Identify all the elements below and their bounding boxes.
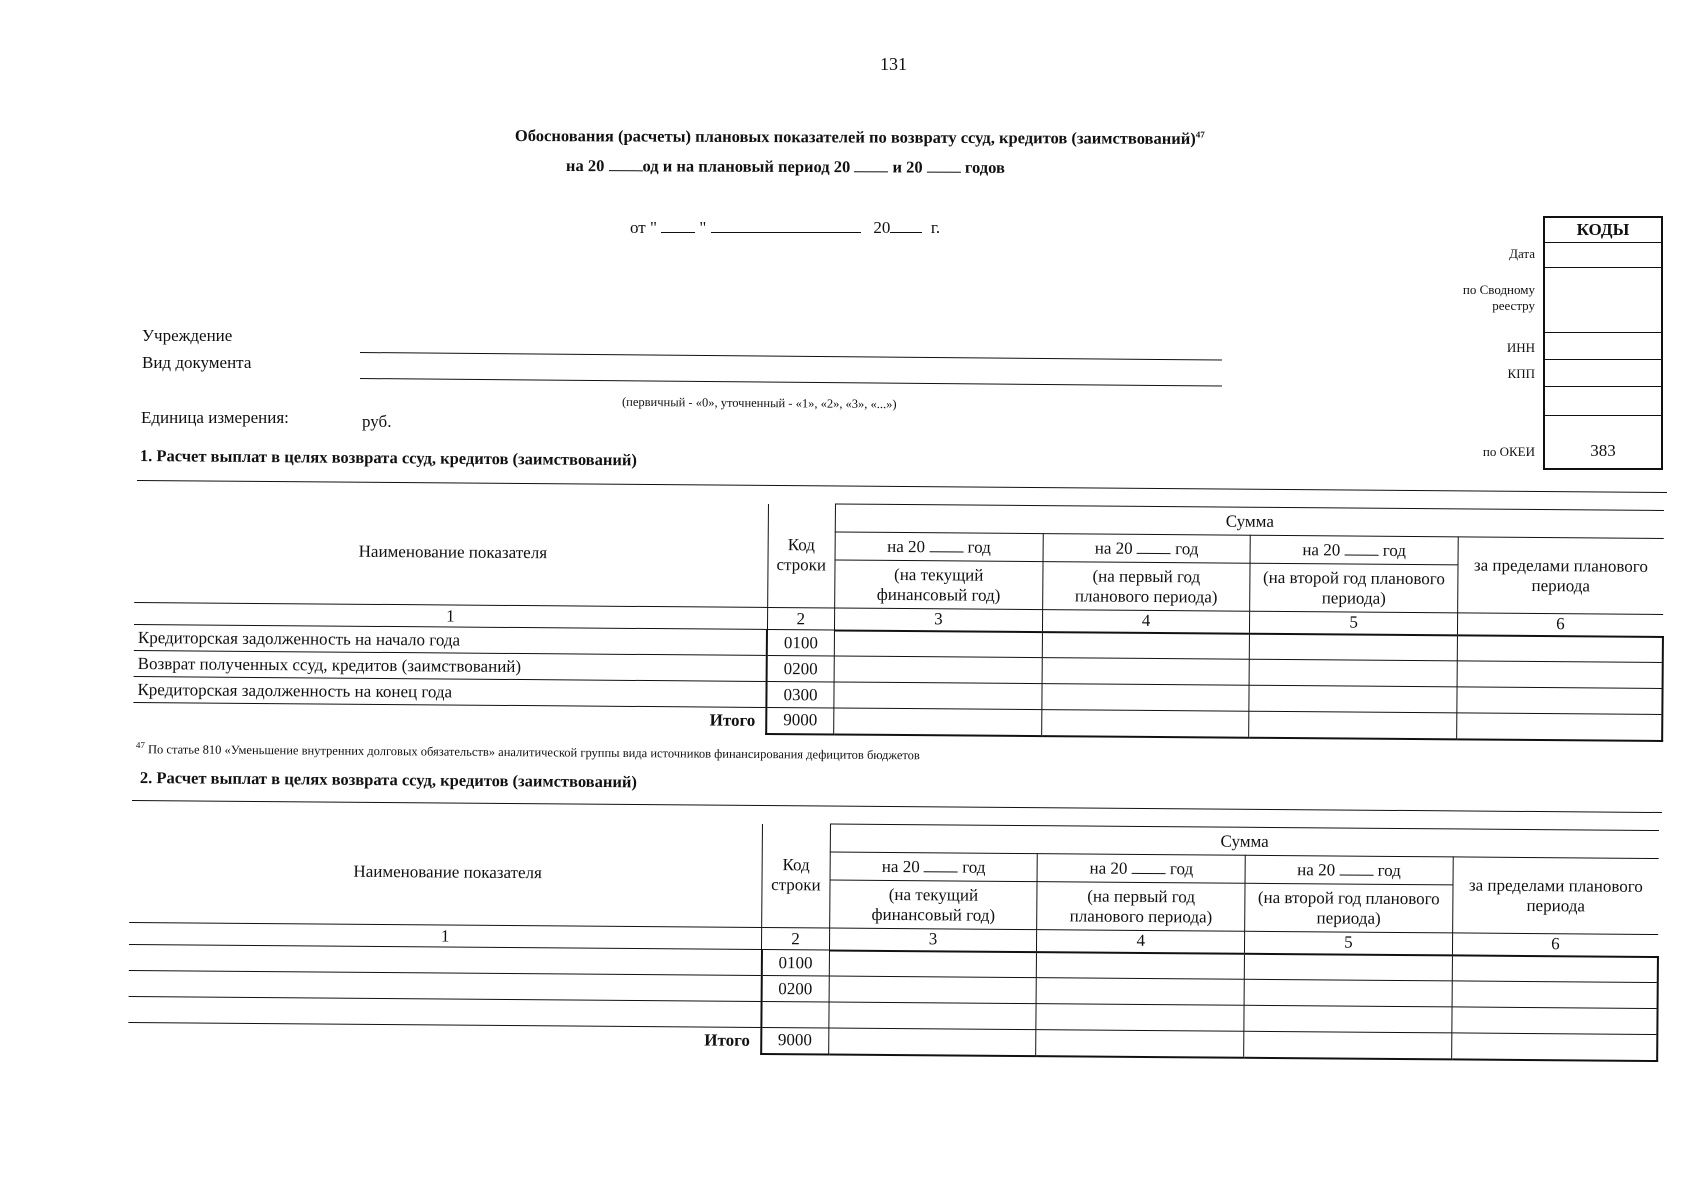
colnum-5: 5 (1250, 611, 1458, 635)
footnote-number: 47 (135, 740, 145, 751)
total-cell[interactable] (1451, 1033, 1657, 1061)
label-okei: по ОКЕИ (1482, 444, 1535, 459)
total-cell[interactable] (1036, 1030, 1244, 1058)
header-col3-year (835, 532, 1043, 562)
total-cell[interactable] (1456, 713, 1662, 741)
col5-year-blank[interactable] (1339, 860, 1373, 875)
colnum-2: 2 (762, 927, 830, 950)
date-year: 20 (873, 218, 891, 237)
total-label: Итого (128, 1022, 761, 1053)
section2-top-line (132, 800, 1662, 813)
col4-prefix: на 20 (1089, 858, 1128, 878)
label-date: Дата (1509, 246, 1535, 261)
doc-type-hint: (первичный - «0», уточненный - «1», «2», «3», «...») (621, 394, 897, 412)
value-cell[interactable] (1036, 1004, 1244, 1032)
title-line1: Обоснования (расчеты) плановых показателей по возврату ссуд, кредитов (заимствований) (514, 126, 1196, 148)
label-kpp: КПП (1507, 366, 1535, 381)
row-code: 0200 (767, 655, 835, 682)
row-code: 0300 (766, 681, 834, 708)
row-name: Кредиторская задолженность на конец года (133, 676, 766, 707)
col5-year-blank[interactable] (1344, 540, 1378, 555)
unit-label: Единица измерения: (141, 408, 289, 427)
doc-type-label: Вид документа (142, 353, 252, 372)
codes-header: КОДЫ (1543, 216, 1663, 243)
subtitle-part-c: и 20 (892, 157, 923, 177)
footnote-text: По статье 810 «Уменьшение внутренних долговых обязательств» аналитической группы вида источников финансирования дефицитов бюджетов (147, 742, 920, 763)
unit-value: руб. (362, 412, 392, 431)
footnote (136, 740, 920, 763)
value-cell[interactable] (829, 976, 1037, 1004)
year-blank[interactable] (608, 156, 642, 171)
code-kpp[interactable] (1543, 360, 1663, 387)
date-quote: " (699, 218, 707, 237)
value-cell[interactable] (1244, 979, 1452, 1007)
header-name: Наименование показателя (129, 819, 763, 928)
code-inn[interactable] (1543, 333, 1663, 360)
row-code: 0100 (761, 949, 829, 976)
header-name: Наименование показателя (134, 498, 768, 607)
section1-table (133, 498, 1665, 742)
header-col3-desc: (на текущий финансовый год) (835, 560, 1043, 610)
value-cell[interactable] (834, 630, 1042, 658)
label-registry: по Сводному реестру (1462, 282, 1535, 313)
col4-suffix: год (1169, 858, 1194, 878)
header-col5-year (1245, 855, 1453, 885)
date-suffix: г. (930, 218, 941, 237)
col5-suffix: год (1382, 540, 1407, 560)
year-blank[interactable] (927, 158, 961, 173)
row-name: Возврат полученных ссуд, кредитов (заимствований) (134, 650, 767, 681)
value-cell[interactable] (1244, 953, 1452, 981)
code-okei: 383 (1543, 416, 1663, 470)
header-col4-desc: (на первый год планового периода) (1037, 882, 1245, 932)
value-cell[interactable] (1037, 952, 1245, 980)
day-blank[interactable] (661, 218, 695, 233)
colnum-6: 6 (1452, 933, 1658, 957)
codes-labels (1380, 246, 1535, 466)
document-date (630, 218, 940, 238)
subtitle-part-d: годов (964, 157, 1005, 177)
codes-block (1543, 216, 1663, 470)
date-prefix: от " (630, 218, 657, 237)
value-cell[interactable] (829, 1002, 1037, 1030)
header-col3-desc: (на текущий финансовый год) (829, 880, 1037, 930)
value-cell[interactable] (1042, 658, 1250, 686)
colnum-6: 6 (1457, 613, 1663, 637)
code-doc-type[interactable] (1543, 387, 1663, 416)
header-col4-year (1043, 534, 1251, 564)
institution-label: Учреждение (142, 326, 233, 345)
col5-prefix: на 20 (1297, 859, 1336, 879)
value-cell[interactable] (1042, 684, 1250, 712)
row-code: 0200 (761, 975, 829, 1002)
document-title (515, 126, 1205, 149)
total-code: 9000 (766, 707, 834, 734)
header-col5-year (1250, 535, 1458, 565)
header-col4-year (1037, 854, 1245, 884)
row-code (761, 1001, 829, 1028)
section1-title: 1. Расчет выплат в целях возврата ссуд, кредитов (заимствований) (139, 446, 637, 470)
total-code: 9000 (761, 1027, 829, 1054)
title-footnote-ref: 47 (1195, 129, 1205, 140)
value-cell[interactable] (1452, 981, 1658, 1009)
value-cell[interactable] (834, 682, 1042, 710)
total-cell[interactable] (1244, 1031, 1452, 1059)
row-code: 0100 (767, 629, 835, 656)
value-cell[interactable] (1249, 685, 1457, 713)
colnum-3: 3 (834, 608, 1042, 632)
col3-prefix: на 20 (887, 536, 926, 556)
header-code: Код строки (762, 823, 830, 928)
institution-input-line[interactable] (360, 352, 1222, 361)
header-col6: за пределами планового периода (1457, 537, 1663, 615)
document-subtitle (566, 156, 1005, 178)
col3-prefix: на 20 (881, 856, 920, 876)
total-cell[interactable] (1041, 710, 1249, 738)
col4-prefix: на 20 (1094, 538, 1133, 558)
col5-suffix: год (1377, 860, 1401, 880)
colnum-4: 4 (1037, 930, 1245, 954)
value-cell[interactable] (829, 950, 1037, 978)
page-number: 131 (880, 54, 907, 74)
colnum-5: 5 (1245, 931, 1453, 955)
subtitle-part-b: од и на плановый период 20 (642, 156, 851, 177)
header-sum: Сумма (830, 824, 1659, 859)
value-cell[interactable] (1457, 635, 1663, 663)
total-cell[interactable] (834, 708, 1042, 736)
value-cell[interactable] (1457, 687, 1663, 715)
value-cell[interactable] (1244, 1005, 1452, 1033)
total-label: Итого (133, 702, 766, 733)
section2-title: 2. Расчет выплат в целях возврата ссуд, кредитов (заимствований) (139, 768, 637, 792)
col5-prefix: на 20 (1302, 539, 1341, 559)
section2-table (128, 818, 1660, 1062)
value-cell[interactable] (834, 656, 1042, 684)
col4-suffix: год (1175, 538, 1199, 558)
colnum-4: 4 (1042, 610, 1250, 634)
value-cell[interactable] (1249, 659, 1457, 687)
col4-year-blank[interactable] (1137, 538, 1171, 553)
header-col5-desc: (на второй год планового периода) (1245, 883, 1453, 933)
col4-year-blank[interactable] (1132, 858, 1166, 873)
code-date[interactable] (1543, 243, 1663, 268)
colnum-2: 2 (767, 607, 835, 630)
colnum-3: 3 (829, 928, 1037, 952)
header-sum: Сумма (835, 504, 1664, 539)
header-code: Код строки (767, 503, 835, 608)
label-inn: ИНН (1506, 340, 1535, 355)
col3-suffix: год (967, 537, 991, 557)
header-col5-desc: (на второй год планового периода) (1250, 563, 1458, 613)
value-cell[interactable] (1042, 632, 1250, 660)
value-cell[interactable] (1452, 1007, 1658, 1035)
value-cell[interactable] (1452, 955, 1658, 983)
year-suffix-blank[interactable] (890, 218, 922, 233)
header-col6: за пределами планового периода (1452, 857, 1658, 935)
year-blank[interactable] (854, 157, 888, 172)
col3-year-blank[interactable] (924, 857, 958, 872)
colnum-1: 1 (129, 922, 762, 949)
value-cell[interactable] (1457, 661, 1663, 689)
col3-suffix: год (962, 857, 986, 877)
header-col4-desc: (на первый год планового периода) (1042, 562, 1250, 612)
colnum-1: 1 (134, 602, 767, 629)
month-blank[interactable] (711, 218, 861, 233)
subtitle-part-a: на 20 (565, 156, 605, 176)
header-col3-year (830, 852, 1038, 882)
total-cell[interactable] (1249, 711, 1457, 739)
value-cell[interactable] (1036, 978, 1244, 1006)
value-cell[interactable] (1250, 633, 1458, 661)
col3-year-blank[interactable] (929, 537, 963, 552)
doc-type-input-line[interactable] (360, 378, 1222, 387)
total-cell[interactable] (828, 1028, 1036, 1056)
section1-top-line (137, 480, 1667, 493)
row-name: Кредиторская задолженность на начало года (134, 624, 767, 655)
code-registry[interactable] (1543, 268, 1663, 333)
